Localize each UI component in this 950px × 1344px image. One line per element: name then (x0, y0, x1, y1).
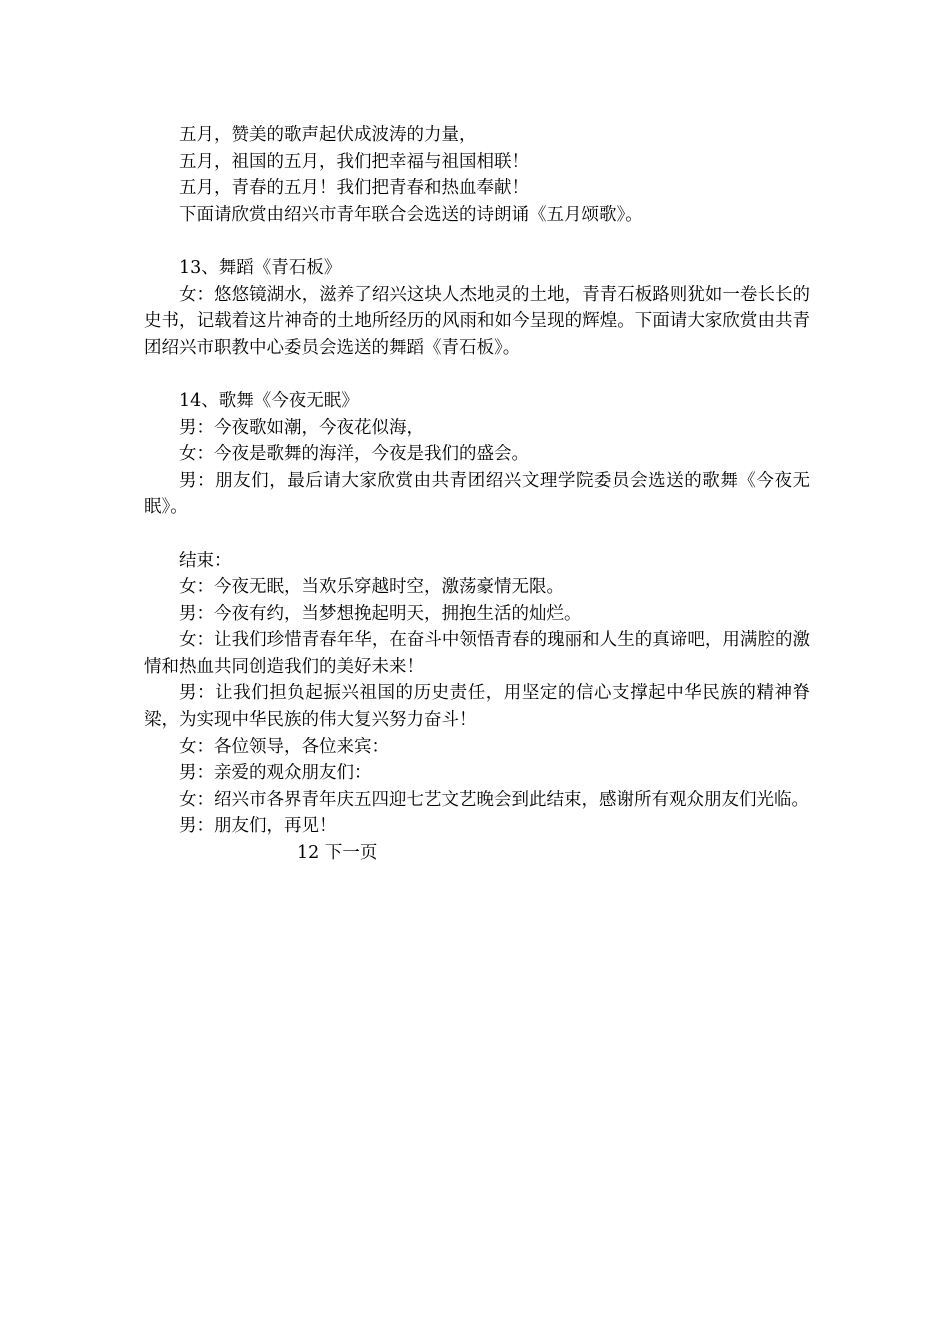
document-page (144, 122, 810, 867)
paragraph: 男：让我们担负起振兴祖国的历史责任，用坚定的信心支撑起中华民族的精神脊梁，为实现中华民族的伟大复兴努力奋斗！ (144, 683, 810, 731)
paragraph: 五月，赞美的歌声起伏成波涛的力量， (179, 125, 477, 145)
blank-line (144, 361, 810, 388)
paragraph: 女：各位领导，各位来宾： (179, 736, 389, 757)
paragraph: 下面请欣赏由绍兴市青年联合会选送的诗朗诵《五月颂歌》。 (179, 204, 643, 225)
paragraph: 五月，祖国的五月，我们把幸福与祖国相联！ (179, 151, 529, 172)
paragraph: 五月，青春的五月！我们把青春和热血奉献！ (179, 178, 529, 199)
page-footer (144, 840, 810, 867)
section-heading: 13、舞蹈《青石板》 (179, 257, 342, 278)
paragraph: 女：让我们珍惜青春年华，在奋斗中领悟青春的瑰丽和人生的真谛吧，用满腔的激情和热血共同创造我们的美好未来！ (144, 630, 810, 677)
section-heading: 14、歌舞《今夜无眠》 (179, 390, 359, 411)
section-heading: 结束： (179, 550, 232, 571)
paragraph: 男：亲爱的观众朋友们： (179, 763, 372, 784)
paragraph: 女：悠悠镜湖水，滋养了绍兴这块人杰地灵的土地，青青石板路则犹如一卷长长的史书，记载着这片神奇的土地所经历的风雨和如今呈现的辉煌。下面请大家欣赏由共青团绍兴市职教中心委员会选送的舞蹈《青石板》。 (144, 284, 810, 358)
paragraph: 男：今夜有约，当梦想挽起明天，拥抱生活的灿烂。 (179, 603, 582, 624)
paragraph: 男：朋友们，再见！ (179, 816, 337, 837)
blank-line (144, 521, 810, 548)
page-number: 12 (297, 843, 320, 864)
next-page-link[interactable]: 下一页 (324, 843, 378, 864)
paragraph: 女：今夜无眠，当欢乐穿越时空，激荡豪情无限。 (179, 577, 564, 598)
blank-line (144, 228, 810, 255)
paragraph: 女：绍兴市各界青年庆五四迎七艺文艺晚会到此结束，感谢所有观众朋友们光临。 (179, 789, 809, 810)
paragraph: 男：朋友们，最后请大家欣赏由共青团绍兴文理学院委员会选送的歌舞《今夜无眠》。 (144, 470, 810, 518)
paragraph: 女：今夜是歌舞的海洋，今夜是我们的盛会。 (179, 444, 529, 465)
paragraph: 男：今夜歌如潮，今夜花似海， (179, 417, 424, 438)
